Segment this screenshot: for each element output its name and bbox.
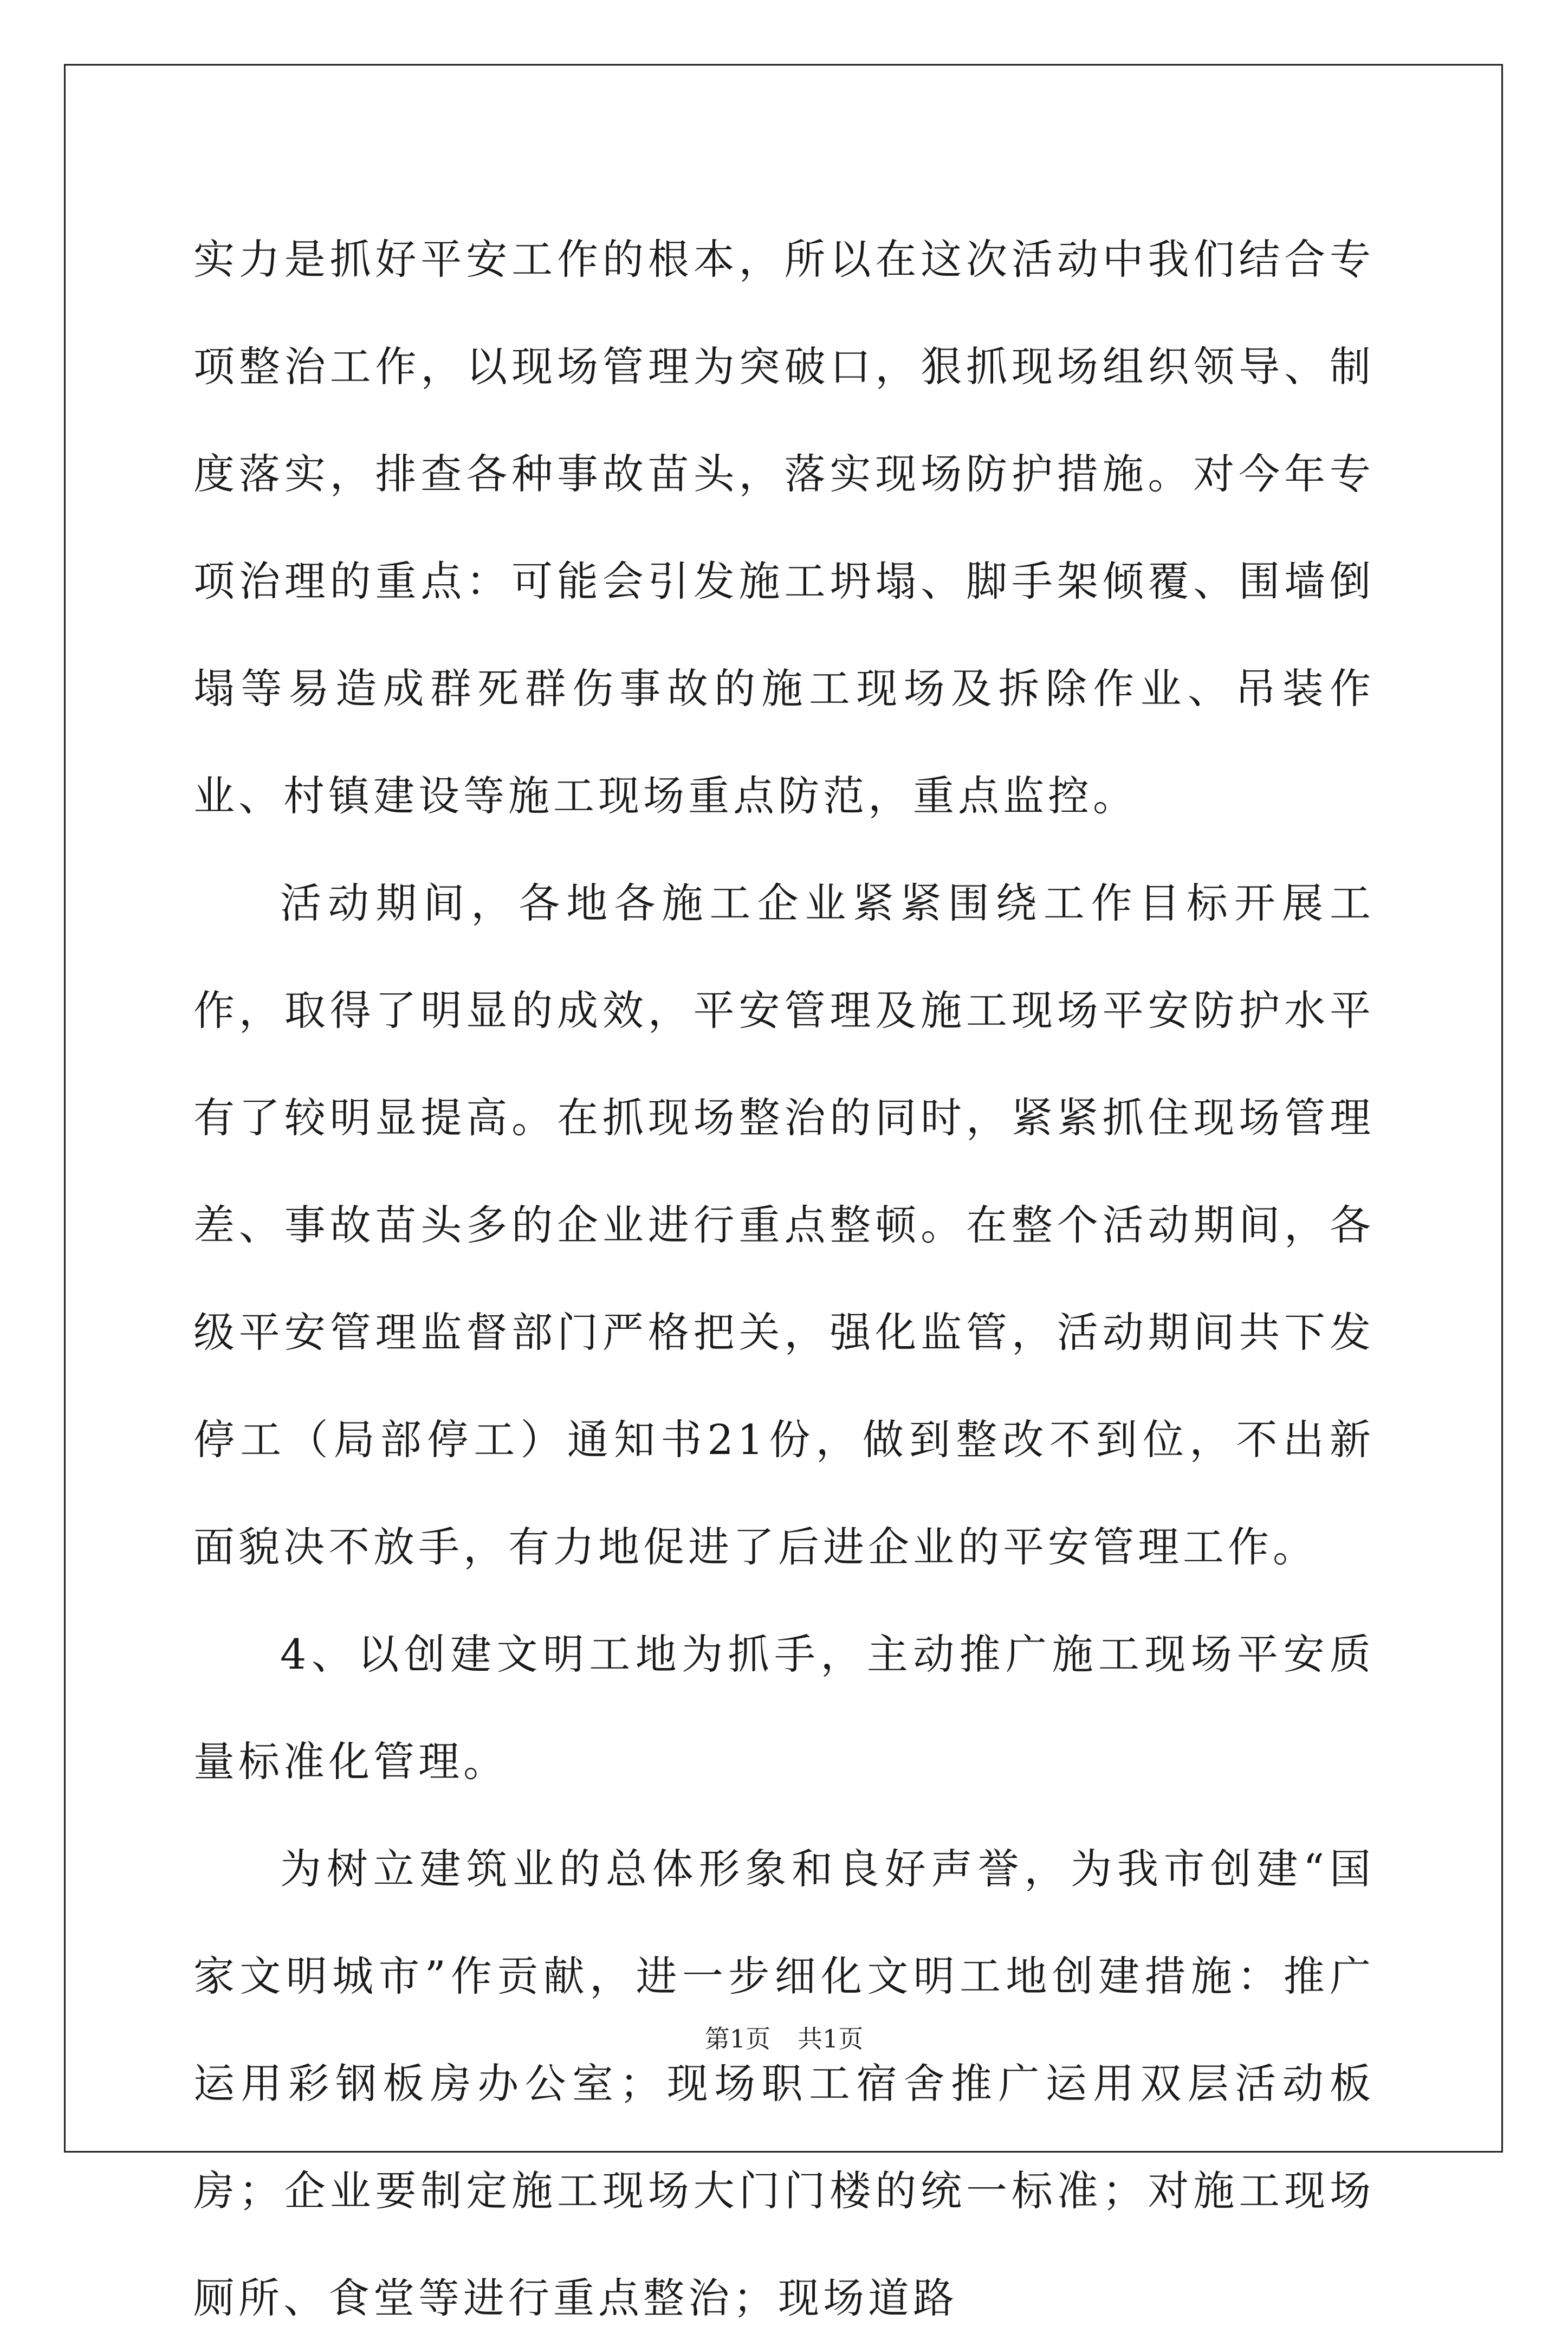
paragraph-1: 实力是抓好平安工作的根本，所以在这次活动中我们结合专项整治工作，以现场管理为突破口，狠抓现场组织领导、制度落实，排查各种事故苗头，落实现场防护措施。对今年专项治理的重点：可能会引发施工坍塌、脚手架倾覆、围墙倒塌等易造成群死群伤事故的施工现场及拆除作业、吊装作业、村镇建设等施工现场重点防范，重点监控。 xyxy=(193,235,1375,820)
paragraph-4: 为树立建筑业的总体形象和良好声誉，为我市创建“国家文明城市”作贡献，进一步细化文明工地创建措施：推广运用彩钢板房办公室；现场职工宿舍推广运用双层活动板房；企业要制定施工现场大门门楼的统一标准；对施工现场厕所、食堂等进行重点整治；现场道路 xyxy=(193,1845,1375,2322)
page-footer xyxy=(0,2019,1568,2055)
paragraph-2: 活动期间，各地各施工企业紧紧围绕工作目标开展工作，取得了明显的成效，平安管理及施工现场平安防护水平有了较明显提高。在抓现场整治的同时，紧紧抓住现场管理差、事故苗头多的企业进行重点整顿。在整个活动期间，各级平安管理监督部门严格把关，强化监管，活动期间共下发停工（局部停工）通知书21份，做到整改不到位，不出新面貌决不放手，有力地促进了后进企业的平安管理工作。 xyxy=(193,879,1375,1571)
page-number: 第1页 xyxy=(704,2024,770,2053)
paragraph-3: 4、以创建文明工地为抓手，主动推广施工现场平安质量标准化管理。 xyxy=(193,1630,1375,1786)
page-total: 共1页 xyxy=(798,2024,864,2053)
